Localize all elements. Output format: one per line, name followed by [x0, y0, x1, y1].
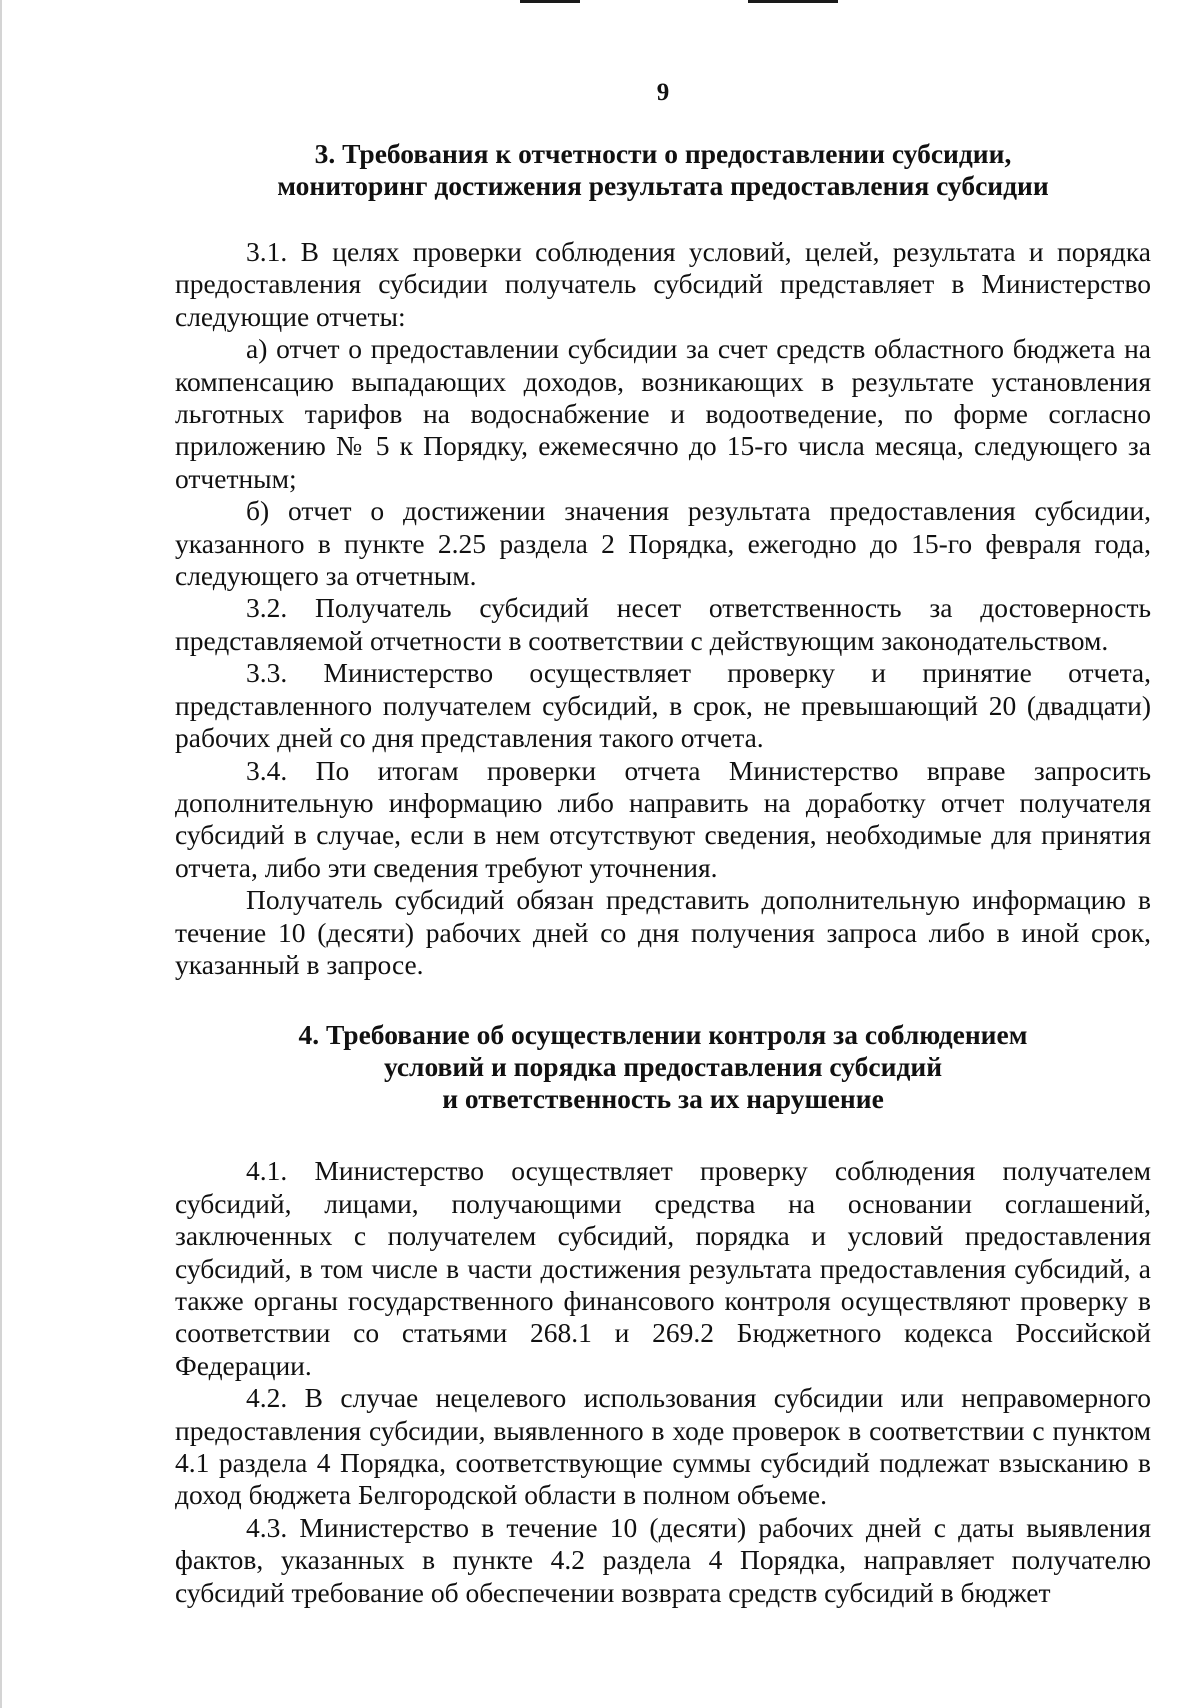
scan-left-edge	[0, 0, 2, 1708]
paragraph-4-2: 4.2. В случае нецелевого использования субсидии или неправомерного предоставления субсидии, выявленного в ходе проверок в соответствии с пунктом 4.1 раздела 4 Порядка, соответствующие суммы субсидий подлежат взысканию в доход бюджета Белгородской области в полном объеме.	[175, 1382, 1151, 1511]
document-page	[175, 76, 1151, 1609]
section-3-body	[175, 236, 1151, 981]
paragraph-4-3: 4.3. Министерство в течение 10 (десяти) рабочих дней с даты выявления фактов, указанных в пункте 4.2 раздела 4 Порядка, направляет получателю субсидий требование об обеспечении возврата средств субсидий в бюджет	[175, 1511, 1151, 1608]
paragraph-3-4-cont: Получатель субсидий обязан представить дополнительную информацию в течение 10 (десяти) рабочих дней со дня получения запроса либо в иной срок, указанный в запросе.	[175, 884, 1151, 980]
section-3-heading	[175, 138, 1151, 202]
paragraph-3-4: 3.4. По итогам проверки отчета Министерство вправе запросить дополнительную информацию либо направить на доработку отчет получателя субсидий в случае, если в нем отсутствуют сведения, необходимые для принятия отчета, либо эти сведения требуют уточнения.	[175, 754, 1151, 883]
paragraph-3-2: 3.2. Получатель субсидий несет ответственность за достоверность представляемой отчетности в соответствии с действующим законодательством.	[175, 592, 1151, 656]
paragraph-3-1: 3.1. В целях проверки соблюдения условий, целей, результата и порядка предоставления субсидии получатель субсидий представляет в Министерство следующие отчеты:	[175, 236, 1151, 332]
paragraph-3-3: 3.3. Министерство осуществляет проверку и принятие отчета, представленного получателем субсидий, в срок, не превышающий 20 (двадцати) рабочих дней со дня представления такого отчета.	[175, 657, 1151, 754]
heading-line: 3. Требования к отчетности о предоставлении субсидии,	[314, 138, 1012, 169]
paragraph-3-1-a: а) отчет о предоставлении субсидии за счет средств областного бюджета на компенсацию выпадающих доходов, возникающих в результате установления льготных тарифов на водоснабжение и водоотведение, по форме согласно приложению № 5 к Порядку, ежемесячно до 15-го числа месяца, следующего за отчетным;	[175, 333, 1151, 494]
scan-top-mark	[748, 0, 838, 3]
heading-line: 4. Требование об осуществлении контроля за соблюдением	[298, 1019, 1028, 1051]
page-number: 9	[656, 79, 670, 106]
section-4-heading	[175, 1019, 1151, 1115]
paragraph-3-1-b: б) отчет о достижении значения результата предоставления субсидии, указанного в пункте 2.25 раздела 2 Порядка, ежегодно до 15-го февраля года, следующего за отчетным.	[175, 495, 1151, 592]
paragraph-4-1: 4.1. Министерство осуществляет проверку соблюдения получателем субсидий, лицами, получающими средства на основании соглашений, заключенных с получателем субсидий, порядка и условий предоставления субсидий, в том числе в части достижения результата предоставления субсидий, а также органы государственного финансового контроля осуществляют проверку в соответствии со статьями 268.1 и 269.2 Бюджетного кодекса Российской Федерации.	[175, 1155, 1151, 1381]
heading-line: и ответственность за их нарушение	[442, 1083, 884, 1115]
section-4-body	[175, 1155, 1151, 1609]
heading-line: условий и порядка предоставления субсидий	[383, 1051, 943, 1083]
scan-top-mark	[520, 0, 580, 3]
heading-line: мониторинг достижения результата предоставления субсидии	[277, 170, 1049, 201]
